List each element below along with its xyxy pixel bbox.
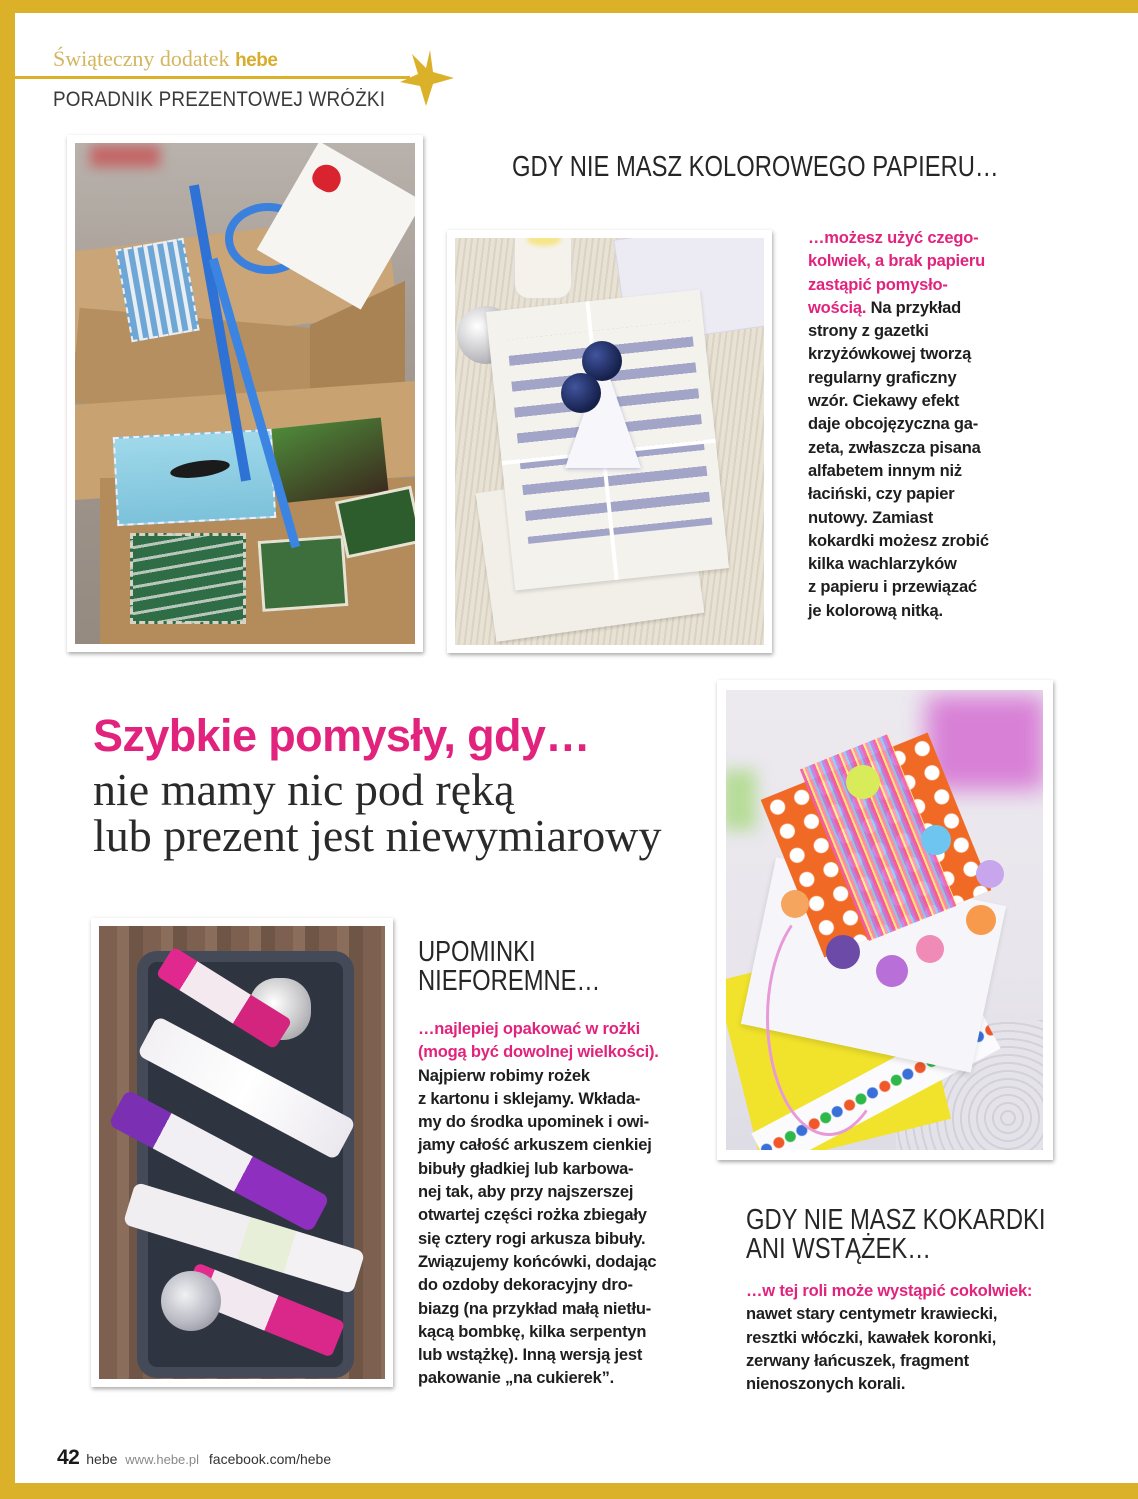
text-no-colored-paper [808, 227, 989, 623]
text-line: kolwiek, a brak papieru [808, 252, 985, 271]
pine-cone [161, 1271, 221, 1331]
headline-subtitle [93, 764, 662, 861]
candle [515, 238, 571, 298]
pink-yarn-loop [766, 900, 892, 1136]
headline-title: Szybkie pomysły, gdy… [93, 710, 590, 761]
text-line: biazg (na przykład małą nietłu- [418, 1299, 652, 1318]
text-line: …najlepiej opakować w rożki [418, 1020, 640, 1038]
text-line: otwartej części rożka zbiegały [418, 1206, 647, 1225]
text-line: zeta, zwłaszcza pisana [808, 438, 981, 457]
page-border-left [0, 0, 15, 1499]
photo-frame-sheet-music [447, 230, 772, 653]
heading-line: ANI WSTĄŻEK… [746, 1232, 931, 1265]
text-line: my do środka upominek i owi- [418, 1113, 649, 1132]
page-footer [57, 1446, 331, 1470]
text-line: zerwany łańcuszek, fragment [746, 1351, 969, 1370]
text-line: Związujemy końcówki, dodając [418, 1252, 657, 1271]
text-line: kilka wachlarzyków [808, 555, 957, 574]
confetti-lavender [976, 860, 1004, 888]
stamp-green-2 [258, 535, 349, 612]
text-line: kokardki możesz zrobić [808, 531, 989, 550]
text-line: pakowanie „na cukierek”. [418, 1369, 615, 1388]
photo-frame-candy-gifts [91, 918, 393, 1387]
text-line: wością. Na przykład [808, 298, 962, 317]
text-line: Najpierw robimy rożek [418, 1066, 590, 1085]
footer-website-link[interactable]: www.hebe.pl [125, 1452, 200, 1467]
section-title: PORADNIK PREZENTOWEJ WRÓŻKI [53, 88, 386, 111]
text-line: daje obcojęzyczna ga- [808, 415, 979, 434]
photo-stamp-boxes [75, 143, 415, 644]
heading-line: GDY NIE MASZ KOKARDKI [746, 1204, 1046, 1236]
heading-line: NIEFOREMNE… [418, 965, 601, 997]
text-line: nienoszonych korali. [746, 1375, 906, 1394]
photo-candy-gifts [99, 926, 385, 1379]
stamp-green-1 [130, 533, 246, 624]
text-line: bibuły gładkiej lub karbowa- [418, 1159, 634, 1178]
text-line: …w tej roli może wystąpić cokolwiek: [746, 1282, 1033, 1300]
heading-line: UPOMINKI [418, 936, 536, 968]
star-icon [396, 48, 456, 108]
blurred-red-object [90, 145, 160, 167]
confetti-orange [966, 905, 996, 935]
text-line: do ozdoby dekoracyjny dro- [418, 1276, 633, 1295]
heading-no-ribbon [746, 1206, 1046, 1263]
text-line: z kartonu i sklejamy. Wkłada- [418, 1089, 641, 1108]
heading-no-colored-paper: GDY NIE MASZ KOLOROWEGO PAPIERU… [512, 151, 999, 183]
supplement-text: Świąteczny dodatek [53, 46, 236, 71]
photo-frame-colorful-gift [717, 680, 1053, 1160]
text-line: nej tak, aby przy najszerszej [418, 1183, 634, 1202]
text-line: jamy całość arkuszem cienkiej [418, 1136, 652, 1155]
page-border-bottom [0, 1483, 1138, 1499]
blurred-green-leaf [726, 770, 756, 830]
text-line: lub wstążkę). Inną wersją jest [418, 1346, 643, 1365]
text-line: kącą bombkę, kilka serpentyn [418, 1322, 647, 1341]
footer-brand: hebe [86, 1451, 118, 1467]
stamp-nest [271, 417, 388, 503]
page-border-top [0, 0, 1138, 13]
text-line: zastąpić pomysło- [808, 275, 948, 294]
text-line: nawet stary centymetr krawiecki, [746, 1305, 998, 1324]
text-line: …możesz użyć czego- [808, 229, 979, 247]
photo-frame-stamp-boxes [67, 135, 423, 652]
text-line: resztki włóczki, kawałek koronki, [746, 1328, 997, 1347]
text-irregular-gifts [418, 1018, 659, 1391]
supplement-label [53, 44, 277, 76]
page-number: 42 [57, 1446, 80, 1469]
heading-irregular-gifts [418, 938, 600, 996]
text-line: (mogą być dowolnej wielkości). [418, 1043, 659, 1062]
text-line: łaciński, czy papier [808, 485, 955, 504]
text-line: wzór. Ciekawy efekt [808, 392, 960, 411]
navy-bauble-2 [561, 373, 601, 413]
photo-colorful-gift [726, 690, 1043, 1150]
text-line: z papieru i przewiązać [808, 578, 977, 597]
subtitle-line: nie mamy nic pod ręką [93, 764, 515, 815]
header-divider [15, 76, 410, 79]
confetti-lime [846, 765, 880, 799]
text-line: strony z gazetki [808, 322, 929, 341]
text-line: je kolorową nitką. [808, 601, 943, 620]
text-line: regularny graficzny [808, 368, 957, 387]
text-line: nutowy. Zamiast [808, 508, 934, 527]
subtitle-line: lub prezent jest niewymiarowy [93, 810, 662, 861]
photo-sheet-music-gift [455, 238, 764, 645]
text-line: krzyżówkowej tworzą [808, 345, 972, 364]
confetti-blue [921, 825, 951, 855]
text-line: alfabetem innym niż [808, 461, 962, 480]
text-line: się cztery rogi arkusza bibuły. [418, 1229, 646, 1248]
footer-facebook-link[interactable]: facebook.com/hebe [208, 1451, 332, 1467]
brand-logo: hebe [235, 50, 278, 71]
confetti-pink [916, 935, 944, 963]
text-no-ribbon [746, 1280, 1032, 1396]
